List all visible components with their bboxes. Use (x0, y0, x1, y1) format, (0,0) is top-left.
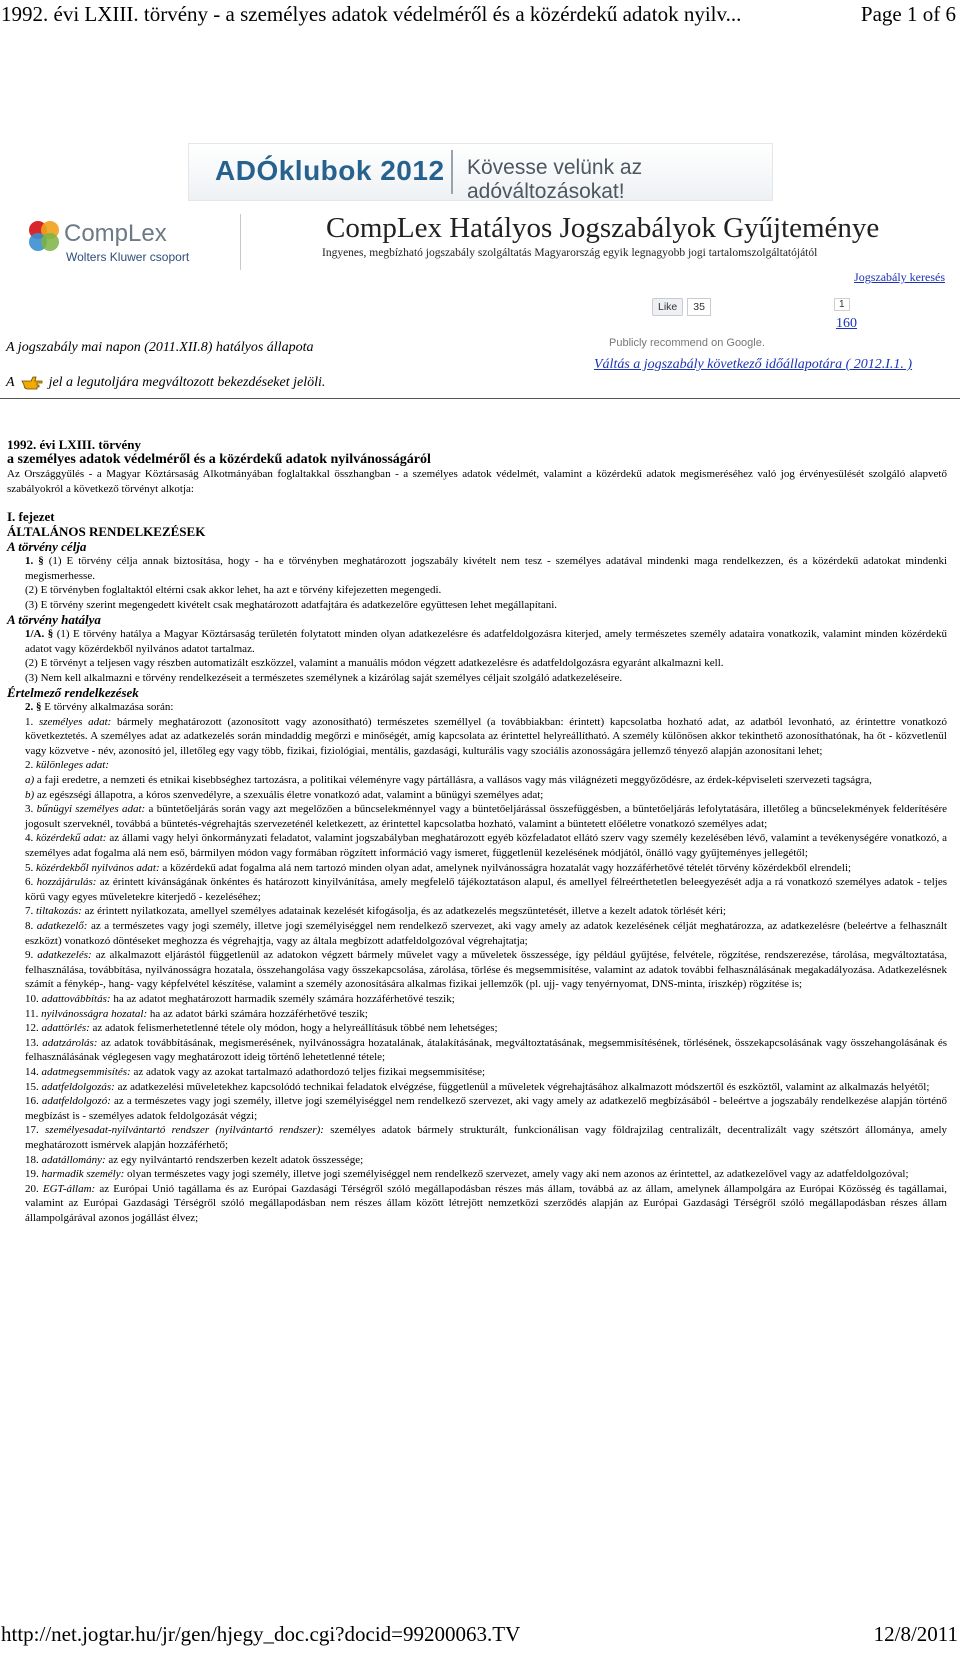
definition-term: nyilvánosságra hozatal: (41, 1007, 148, 1020)
current-state-text: A jogszabály mai napon (2011.XII.8) hatályos állapota (6, 340, 314, 355)
definition-text: az adatok továbbításának, megismerésének, nyilvánosságra hozatalának, átalakításának, megváltoztatásának, megsemmisítésének, törlésének, összekapcsolásának vagy összehangolásának és felhasználásának véglegesen vagy meghatározott ideig történő lehetetlenné tétele; (25, 1036, 947, 1064)
print-header (0, 0, 960, 32)
legend-a: A (6, 375, 15, 390)
logo-subtitle: Wolters Kluwer csoport (66, 250, 190, 264)
definition-number: 15. (25, 1080, 39, 1093)
definition-item (7, 861, 947, 876)
definition-item (7, 715, 947, 759)
definition-item (7, 773, 947, 788)
logo-divider (240, 214, 241, 270)
section-1a-para-3: (3) Nem kell alkalmazni e törvény rendelkezéseit a természetes személynek a kizárólag saját személyes céljait szolgáló adatkezeléseire. (25, 671, 623, 684)
complex-logo-icon (26, 218, 62, 254)
definition-text: az érintett nyilatkozata, amellyel személyes adatainak kezelését kifogásolja, és az adatkezelés megszüntetését, illetve a kezelt adatok törlését kéri; (84, 905, 726, 918)
definition-item (7, 1153, 947, 1168)
definition-term: közérdekből nyilvános adat: (36, 861, 160, 874)
gplus-count: 1 (834, 298, 850, 311)
definition-term: közérdekű adat: (36, 832, 107, 845)
definition-number: 1. (25, 715, 34, 728)
definition-number: 12. (25, 1022, 39, 1035)
section-1-para-3: (3) E törvény szerint megengedett kivételt csak meghatározott adatfajtára és adatkezelőre együttesen lehet megállapítani. (25, 598, 558, 611)
definition-text: az adatok felismerhetetlenné tétele oly módon, hogy a helyreállításuk többé nem lehetséges; (92, 1022, 498, 1035)
definition-text: az alkalmazott eljárástól függetlenül az adatokon végzett bármely művelet vagy a műveletek összessége, így például gyűjtése, felvétele, rögzítése, rendszerezése, tárolása, megváltoztatása, felhasználása, továbbítása, nyilvánosságra hozatala, összehangolása vagy összekapcsolása, zárolása, törlése és megsemmisítése, valamint az adatok további felhasználásának megakadályozása. Adatkezelésnek számít a fénykép-, hang- vagy képfelvétel készítése, valamint a személy azonosítására alkalmas fizikai jellemzők (pl. ujj- vagy tenyérnyomat, DNS-minta, íriszkép) rögzítése is; (25, 949, 948, 991)
definition-term: harmadik személy: (41, 1168, 125, 1181)
law-number: 1992. évi LXIII. törvény (7, 437, 141, 452)
count-link[interactable]: 160 (836, 316, 857, 331)
definition-item (7, 758, 947, 773)
definition-text: az adatok vagy az azokat tartalmazó adathordozó teljes fizikai megsemmisítése; (133, 1065, 486, 1078)
definition-item (7, 788, 947, 803)
definition-term: személyes adat: (38, 715, 112, 728)
definition-item (7, 1021, 947, 1036)
print-footer (0, 1622, 960, 1652)
definition-number: 14. (25, 1065, 39, 1078)
definition-text: az egy nyilvántartó rendszerben kezelt adatok összessége; (108, 1153, 364, 1166)
definition-term: tiltakozás: (36, 905, 82, 918)
definition-text: olyan természetes vagy jogi személy, illetve jogi személyiséggel nem rendelkező szervezet, amely vagy aki nem azonos az érintettel, az adatkezelővel vagy az adatfeldolgozóval; (127, 1168, 909, 1181)
definition-number: 7. (25, 905, 34, 918)
like-button[interactable]: Like (652, 298, 683, 316)
definition-item (7, 1036, 947, 1065)
section-1a-para-2: (2) E törvényt a teljesen vagy részben automatizált eszközzel, valamint a manuális módon végzett adatkezelésre és adatfeldolgozásra egyaránt alkalmazni kell. (25, 657, 724, 670)
definition-number: 18. (25, 1153, 39, 1166)
definition-item (7, 1065, 947, 1080)
definition-text: az a természetes vagy jogi személy, illetve jogi személyiséggel nem rendelkező szervezet, aki vagy amely az adatok kezelésének célját meghatározza, az adatkezelésre (beleértve a felhasznált eszközt) vonatkozó döntéseket meghozza és végrehajtja, vagy az általa megbízott adatfeldolgozóval végrehajtatja; (25, 920, 948, 947)
definition-item (7, 1182, 947, 1226)
print-footer-url: http://net.jogtar.hu/jr/gen/hjegy_doc.cgi?docid=99200063.TV (1, 1622, 521, 1646)
definition-text: ha az adatot meghatározott harmadik személy számára hozzáférhetővé teszik; (113, 992, 455, 1005)
definition-text: az adatkezelési műveletekhez kapcsolódó technikai feladatok elvégzése, függetlenül a műveletek végrehajtásához alkalmazott módszertől és eszköztől, valamint az alkalmazás helyétől; (117, 1080, 930, 1093)
law-title: a személyes adatok védelméről és a közérdekű adatok nyilvánosságáról (7, 451, 431, 467)
print-page-counter: Page 1 of 6 (860, 2, 956, 26)
law-document (7, 438, 947, 1225)
definition-number: 9. (25, 949, 34, 962)
definition-item (7, 1167, 947, 1182)
definition-number: 6. (25, 876, 34, 889)
definition-text: az érintett kívánságának önkéntes és határozott kinyilvánítása, amely megfelelő tájékoztatáson alapul, és amellyel félreérthetetlen beleegyezését adja a rá vonatkozó személyes adatok - teljes körű vagy egyes műveletekre kiterjedő - kezeléséhez; (25, 876, 948, 903)
definition-text: az állami vagy helyi önkormányzati feladatot, valamint jogszabályban meghatározott egyéb közfeladatot ellátó szerv vagy személy kezelésében lévő, valamint a tevékenységére vonatkozó, a személyes adat fogalma alá nem eső, bármilyen módon vagy formában rögzített információ vagy ismeret, függetlenül kezelésének módjától, önálló vagy gyűjteményes jellegétől; (25, 832, 948, 860)
section-1a-para-1-text: (1) E törvény hatálya a Magyar Köztársaság területén folytatott minden olyan adatkezelésre és adatfeldolgozásra kiterjed, amely természetes személy adataira vonatkozik, valamint minden közérdekű adatot vagy közérdekből nyilvános adatot tartalmaz. (25, 628, 948, 655)
definition-term: EGT-állam: (42, 1182, 96, 1195)
definition-number: 16. (25, 1095, 39, 1108)
definition-item (7, 904, 947, 919)
switch-version-link[interactable]: Váltás a jogszabály következő időállapotára ( 2012.I.1. ) (594, 357, 913, 372)
definition-item (7, 992, 947, 1007)
gplus-recommend-text[interactable]: Publicly recommend on Google. (609, 337, 765, 349)
definition-item (7, 831, 947, 860)
definition-number: 2. (25, 759, 34, 772)
definition-text: a faji eredetre, a nemzeti és etnikai kisebbséghez tartozásra, a politikai véleményre vagy pártállásra, a vallásos vagy más világnézeti meggyőződésre, az érdek-képviseleti szervezeti tagságra, (36, 774, 872, 787)
banner-slogan: Kövesse velünk az adóváltozásokat! (467, 156, 643, 203)
definition-item (7, 875, 947, 904)
definition-item (7, 919, 947, 948)
definition-item (7, 802, 947, 831)
complex-logo[interactable] (26, 216, 231, 268)
pointing-hand-icon (21, 375, 43, 391)
section-1a-number: 1/A. § (25, 628, 54, 641)
definition-number: 3. (25, 803, 34, 816)
section-heading-scope: A törvény hatálya (7, 611, 101, 627)
definition-text: ha az adatot bárki számára hozzáférhetővé teszik; (149, 1007, 368, 1020)
definition-text: a büntetőeljárás során vagy azt megelőzően a bűncselekménnyel vagy a büntetőeljárással összefüggésben, a büntetőeljárás lefolytatására, illetőleg a bűncselekmények felderítésére jogosult szerveknél, továbbá a büntetés-végrehajtás szervezeténél keletkezett, az érintettel kapcsolatba hozható, valamint a büntetett előéletre vonatkozó személyes adat; (25, 803, 948, 830)
chapter-heading: I. fejezet (7, 509, 55, 525)
section-2-lead (7, 700, 947, 715)
section-1-para-1 (7, 554, 947, 583)
like-count: 35 (687, 298, 711, 316)
definition-item (7, 1007, 947, 1022)
definition-item (7, 948, 947, 992)
definition-number: 5. (25, 861, 34, 874)
part-heading: ÁLTALÁNOS RENDELKEZÉSEK (7, 523, 206, 539)
definition-number: 8. (25, 920, 34, 932)
definition-number: 11. (25, 1007, 39, 1020)
header-divider (0, 398, 960, 399)
definition-number: 10. (25, 992, 39, 1005)
definition-term: adatkezelő: (36, 920, 88, 932)
legend-text: jel a legutoljára megváltozott bekezdéseket jelöli. (48, 375, 326, 390)
definition-item (7, 1094, 947, 1123)
law-search-link[interactable]: Jogszabály keresés (854, 270, 945, 284)
section-1-para-2: (2) E törvényben foglaltaktól eltérni csak akkor lehet, ha azt e törvény kifejezetten megengedi. (25, 584, 442, 597)
definition-text: az a természetes vagy jogi személy, illetve jogi személyiséggel nem rendelkező szervezet, aki vagy amely az adatkezelő megbízásából - beleértve a jogszabály rendelkezése alapján történő megbízást is - személyes adatok feldolgozását végzi; (25, 1095, 948, 1122)
definition-term: hozzájárulás: (36, 876, 97, 889)
section-heading-purpose: A törvény célja (7, 538, 87, 554)
section-1-number: 1. § (25, 555, 44, 568)
definition-term: adatkezelés: (37, 949, 92, 962)
definition-term: bűnügyi személyes adat: (36, 803, 146, 816)
section-2-lead-text: E törvény alkalmazása során: (44, 701, 174, 714)
definition-number: b) (25, 788, 35, 801)
logo-name: CompLex (64, 220, 167, 247)
definition-term: adatfeldolgozás: (41, 1080, 115, 1093)
definition-number: 19. (25, 1168, 39, 1181)
definition-term: személyesadat-nyilvántartó rendszer (nyilvántartó rendszer): (45, 1124, 324, 1137)
definition-text: az Európai Unió tagállama és az Európai Gazdasági Térségről szóló megállapodásban részes más állam, továbbá az az állam, amelynek állampolgára az Európai Közösség és tagállamai, valamint az Európai Gazdasági Térségről szóló megállapodásban nem részes állam között létrejött nemzetközi szerződés alapján az Európai Gazdasági Térségről szóló megállapodásban részes állam állampolgárával azonos jogállást élvez; (25, 1182, 948, 1224)
definition-term: adatzárolás: (42, 1036, 98, 1049)
definition-number: a) (25, 774, 35, 787)
banner-divider (451, 150, 453, 194)
site-title: CompLex Hatályos Jogszabályok Gyűjteménye (326, 212, 880, 244)
definition-text: a közérdekű adat fogalma alá nem tartozó minden olyan adat, amelynek nyilvánosságra hozatalát vagy hozzáférhetővé tételét törvény közérdekből elrendeli; (162, 861, 852, 874)
definition-term: adatmegsemmisítés: (41, 1065, 131, 1078)
site-subtitle: Ingyenes, megbízható jogszabály szolgáltatás Magyarország egyik legnagyobb jogi tartalomszolgáltatójától (322, 247, 818, 259)
definition-number: 20. (25, 1182, 39, 1195)
facebook-like-widget[interactable] (652, 298, 711, 316)
definition-item (7, 1123, 947, 1152)
definition-term: adatállomány: (41, 1153, 106, 1166)
definition-term: adattovábbítás: (41, 992, 111, 1005)
definitions-list (7, 700, 947, 1225)
definition-text: az egészségi állapotra, a kóros szenvedélyre, a szexuális életre vonatkozó adat, valamint a bűnügyi személyes adat; (36, 788, 544, 801)
section-1-para-1-text: (1) E törvény célja annak biztosítása, hogy - ha e törvényben meghatározott jogszabály kivételt nem tesz - személyes adatával mindenki maga rendelkezzen, és a közérdekű adatokat mindenki megismerhesse. (25, 555, 948, 582)
definition-term: adatfeldolgozó: (41, 1095, 111, 1108)
adoklubok-banner[interactable] (188, 143, 773, 201)
section-heading-definitions: Értelmező rendelkezések (7, 684, 139, 700)
definition-number: 17. (25, 1124, 39, 1137)
section-1a-para-1 (7, 627, 947, 656)
section-2-number: 2. § (25, 701, 42, 714)
definition-text: személyes adatok bármely strukturált, funkcionálisan vagy földrajzilag centralizált, decentralizált vagy szétszórt állománya, amely meghatározott ismérvek alapján hozzáférhető; (25, 1124, 948, 1151)
definition-text: bármely meghatározott (azonosított vagy azonosítható) természetes személlyel (a továbbiakban: érintett) kapcsolatba hozható adat, az adatból levonható, az érintettre vonatkozó következtetés. A személyes adat az adatkezelés során mindaddig megőrzi e minőségét, amíg kapcsolata az érintettel helyreállítható. A személy különösen akkor tekinthető azonosíthatónak, ha őt - közvetlenül vagy közvetve - név, azonosító jel, illetőleg egy vagy több, fizikai, fiziológiai, mentális, gazdasági, kulturális vagy szociális azonosságára jellemző tényező alapján azonosítani lehet; (25, 715, 948, 757)
definition-number: 4. (25, 832, 34, 845)
definition-item (7, 1080, 947, 1095)
preamble: Az Országgyűlés - a Magyar Köztársaság Alkotmányában foglaltakkal összhangban - a személyes adatok védelmét, valamint a közérdekű adatok megismeréséhez való jog érvényesülését szolgáló alapvető szabályokról a következő törvényt alkotja: (7, 468, 947, 495)
definition-term: különleges adat: (36, 759, 110, 772)
change-marker-legend (6, 375, 325, 391)
print-footer-date: 12/8/2011 (873, 1622, 958, 1646)
print-header-title: 1992. évi LXIII. törvény - a személyes adatok védelméről és a közérdekű adatok nyilv... (1, 2, 742, 26)
definition-term: adattörlés: (41, 1022, 90, 1035)
banner-brand: ADÓklubok 2012 (215, 155, 445, 186)
definition-items (7, 715, 947, 1226)
definition-number: 13. (25, 1036, 39, 1049)
